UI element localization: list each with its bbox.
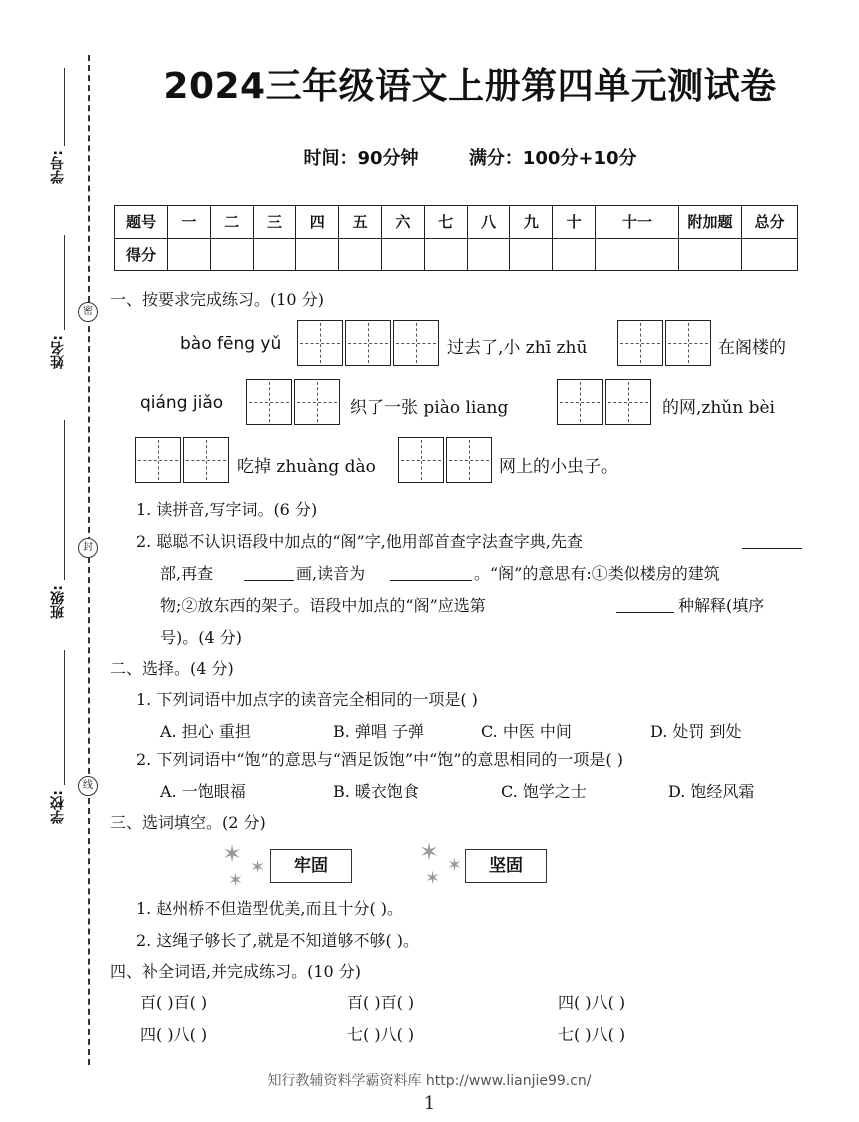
section2-q2: 2. 下列词语中“饱”的意思与“酒足饭饱”中“饱”的意思相同的一项是( ) — [136, 750, 624, 769]
score-cell: 十一 — [595, 206, 678, 239]
section1-q2-line3a: 物;②放东西的架子。语段中加点的“阁”应选第 — [160, 596, 486, 615]
char-box[interactable] — [665, 320, 711, 366]
idiom-blank[interactable]: 百( )百( ) — [140, 993, 208, 1012]
score-table-header-row — [115, 206, 798, 239]
score-cell: 三 — [253, 206, 296, 239]
binding-margin — [0, 0, 100, 1122]
score-cell: 二 — [210, 206, 253, 239]
char-box[interactable] — [557, 379, 603, 425]
seal-xian: 线 — [78, 776, 98, 796]
answer-blank-pronunciation[interactable] — [390, 563, 472, 581]
score-input-cell[interactable] — [679, 238, 742, 271]
school-label: 学校: — [50, 790, 66, 824]
seal-feng: 封 — [78, 538, 98, 558]
score-table-score-row — [115, 238, 798, 271]
answer-blank-meaning[interactable] — [616, 595, 674, 613]
section2-q1: 1. 下列词语中加点字的读音完全相同的一项是( ) — [136, 690, 478, 709]
class-line — [64, 420, 65, 580]
line1-text-b: 在阁楼的 — [718, 338, 786, 358]
char-box[interactable] — [135, 437, 181, 483]
score-cell: 得分 — [115, 238, 168, 271]
section1-q2-line2b: 画,读音为 — [296, 564, 366, 583]
cut-line — [88, 55, 90, 1065]
line3-text-b: 网上的小虫子。 — [499, 457, 618, 477]
page-title: 2024三年级语文上册第四单元测试卷 — [163, 66, 777, 107]
score-input-cell[interactable] — [467, 238, 510, 271]
section2-q1-option-b[interactable]: B. 弹唱 子弹 — [333, 722, 425, 741]
idiom-blank[interactable]: 四( )八( ) — [558, 993, 626, 1012]
pinyin-bao-feng-yu: bào fēng yǔ — [180, 334, 282, 354]
section2-q2-option-d[interactable]: D. 饱经风霜 — [668, 782, 755, 801]
score-input-cell[interactable] — [553, 238, 596, 271]
char-box[interactable] — [345, 320, 391, 366]
student-id-line — [64, 68, 65, 146]
char-box[interactable] — [617, 320, 663, 366]
score-cell: 八 — [467, 206, 510, 239]
score-input-cell[interactable] — [424, 238, 467, 271]
score-cell: 六 — [381, 206, 424, 239]
section4-heading: 四、补全词语,并完成练习。(10 分) — [110, 962, 362, 981]
section1-heading: 一、按要求完成练习。(10 分) — [110, 290, 324, 309]
score-table — [114, 205, 798, 271]
score-cell: 十 — [553, 206, 596, 239]
char-box[interactable] — [294, 379, 340, 425]
section1-q2-line2c: 。“阁”的意思有:①类似楼房的建筑 — [474, 564, 720, 583]
section1-q2-line2a: 部,再查 — [160, 564, 214, 583]
line1-text-a: 过去了,小 zhī zhū — [447, 338, 588, 358]
section3-q2: 2. 这绳子够长了,就是不知道够不够( )。 — [136, 931, 420, 950]
score-input-cell[interactable] — [210, 238, 253, 271]
score-cell: 七 — [424, 206, 467, 239]
word-card-laogu: 牢固 — [270, 849, 352, 883]
seal-mi: 密 — [78, 302, 98, 322]
section2-heading: 二、选择。(4 分) — [110, 659, 234, 678]
idiom-blank[interactable]: 百( )百( ) — [347, 993, 415, 1012]
score-input-cell[interactable] — [510, 238, 553, 271]
section3-q1: 1. 赵州桥不但造型优美,而且十分( )。 — [136, 899, 404, 918]
score-input-cell[interactable] — [595, 238, 678, 271]
score-input-cell[interactable] — [168, 238, 211, 271]
score-input-cell[interactable] — [742, 238, 798, 271]
section2-q2-option-c[interactable]: C. 饱学之士 — [501, 782, 587, 801]
line2-text-a: 织了一张 piào liang — [350, 398, 509, 418]
idiom-blank[interactable]: 七( )八( ) — [558, 1025, 626, 1044]
page-number: 1 — [423, 1093, 436, 1114]
star-icon: ✶ — [222, 840, 243, 868]
section2-q1-option-c[interactable]: C. 中医 中间 — [481, 722, 572, 741]
section3-heading: 三、选词填空。(2 分) — [110, 813, 266, 832]
char-box[interactable] — [393, 320, 439, 366]
char-box[interactable] — [446, 437, 492, 483]
star-icon: ✶ — [425, 868, 441, 889]
star-icon: ✶ — [250, 857, 266, 878]
score-cell: 四 — [296, 206, 339, 239]
section1-q2-line3b: 种解释(填序 — [678, 596, 765, 615]
pinyin-qiang-jiao: qiáng jiǎo — [140, 393, 224, 413]
section1-q2-line1: 2. 聪聪不认识语段中加点的“阁”字,他用部首查字法查字典,先查 — [136, 532, 583, 551]
line2-text-b: 的网,zhǔn bèi — [662, 398, 775, 418]
section1-q2-line4: 号)。(4 分) — [160, 628, 242, 647]
source-footer: 知行教辅资料学霸资料库 http://www.lianjie99.cn/ — [267, 1073, 592, 1089]
score-cell: 五 — [339, 206, 382, 239]
answer-blank-radical[interactable] — [742, 531, 802, 549]
char-box[interactable] — [246, 379, 292, 425]
star-icon: ✶ — [447, 855, 463, 876]
section1-q1: 1. 读拼音,写字词。(6 分) — [136, 500, 318, 519]
star-icon: ✶ — [419, 838, 440, 866]
char-box[interactable] — [605, 379, 651, 425]
line3-text-a: 吃掉 zhuàng dào — [237, 457, 376, 477]
score-input-cell[interactable] — [296, 238, 339, 271]
star-icon: ✶ — [228, 870, 244, 891]
score-cell: 九 — [510, 206, 553, 239]
exam-time: 时间：90分钟 — [303, 148, 419, 169]
score-input-cell[interactable] — [381, 238, 424, 271]
exam-info — [120, 144, 820, 170]
section2-q1-option-a[interactable]: A. 担心 重担 — [160, 722, 251, 741]
student-id-label: 学号: — [50, 150, 66, 184]
idiom-blank[interactable]: 七( )八( ) — [347, 1025, 415, 1044]
word-card-jiangu: 坚固 — [465, 849, 547, 883]
score-cell: 附加题 — [679, 206, 742, 239]
char-box[interactable] — [398, 437, 444, 483]
char-box[interactable] — [183, 437, 229, 483]
char-box[interactable] — [297, 320, 343, 366]
name-line — [64, 235, 65, 330]
score-input-cell[interactable] — [253, 238, 296, 271]
answer-blank-strokes[interactable] — [244, 563, 294, 581]
school-line — [64, 650, 65, 785]
exam-full-score: 满分：100分+10分 — [468, 148, 637, 169]
score-cell: 一 — [168, 206, 211, 239]
score-cell: 题号 — [115, 206, 168, 239]
class-label: 班级: — [50, 585, 66, 619]
section2-q2-option-a[interactable]: A. 一饱眼福 — [160, 782, 246, 801]
idiom-blank[interactable]: 四( )八( ) — [140, 1025, 208, 1044]
score-input-cell[interactable] — [339, 238, 382, 271]
score-cell: 总分 — [742, 206, 798, 239]
section2-q1-option-d[interactable]: D. 处罚 到处 — [650, 722, 742, 741]
name-label: 姓名: — [50, 335, 66, 369]
section2-q2-option-b[interactable]: B. 暖衣饱食 — [333, 782, 419, 801]
